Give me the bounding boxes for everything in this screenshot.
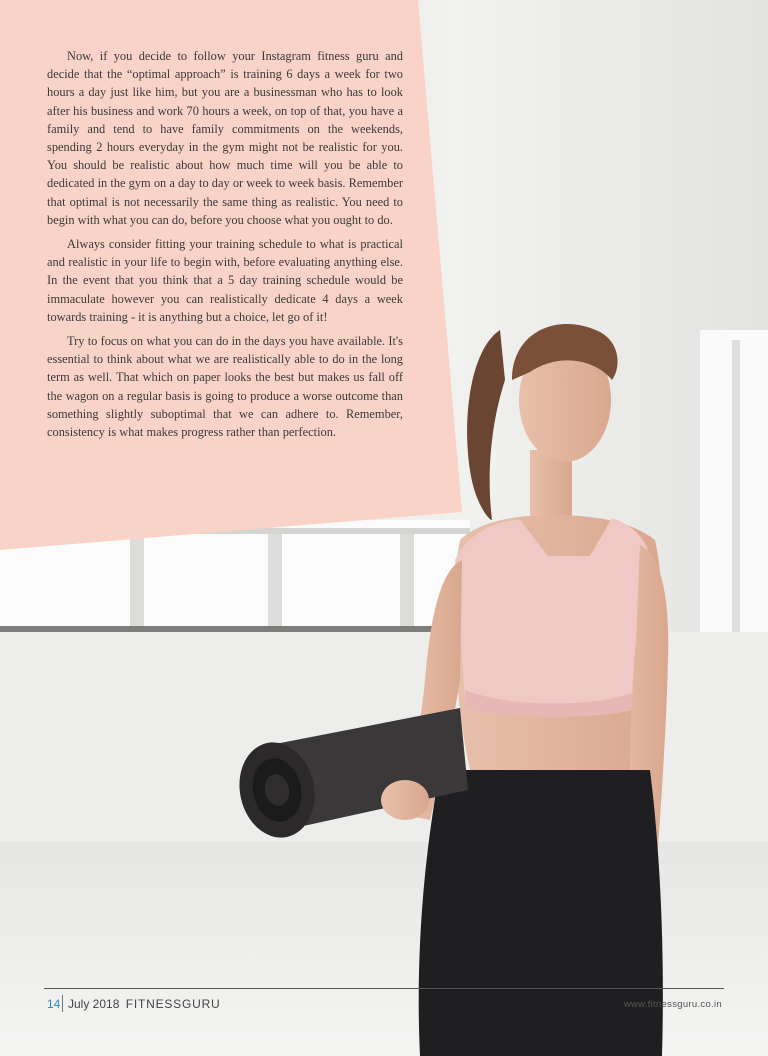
footer-separator <box>62 995 63 1012</box>
article-body <box>47 47 403 447</box>
magazine-name: FITNESSGURU <box>125 997 221 1011</box>
footer-divider <box>44 988 724 989</box>
issue-info <box>68 997 221 1011</box>
article-paragraph: Now, if you decide to follow your Instagram fitness guru and decide that the “optimal approach” is training 6 days a week for two hours a day just like him, but you are a businessman who has to look after his business and work 70 hours a week, on top of that, you have a family and tend to have family commitments on the weekends, spending 2 hours everyday in the gym might not be realistic for you. You should be realistic about how much time will you be able to dedicated in the gym on a day to day or week to week basis. Remember that optimal is not necessarily the same thing as realistic. You need to begin with what you can do, before you choose what you ought to do. <box>47 49 403 227</box>
article-paragraph: Always consider fitting your training schedule to what is practical and realistic in your life to begin with, before evaluating anything else. In the event that you think that a 5 day training schedule would be immaculate however you can realistically dedicate 4 days a week towards training - it is anything but a choice, let go of it! <box>47 237 403 324</box>
article-paragraph: Try to focus on what you can do in the days you have available. It's essential to think about what we are realistically able to do in the long term as well. That which on paper looks the best but makes us fall off the wagon on a regular basis is going to produce a worse outcome than something slightly suboptimal that we can adhere to. Remember, consistency is what makes progress rather than perfection. <box>47 334 403 440</box>
issue-date: July 2018 <box>68 997 120 1011</box>
website-link[interactable]: www.fitnessguru.co.in <box>623 999 722 1010</box>
page-number: 14 <box>47 997 61 1011</box>
